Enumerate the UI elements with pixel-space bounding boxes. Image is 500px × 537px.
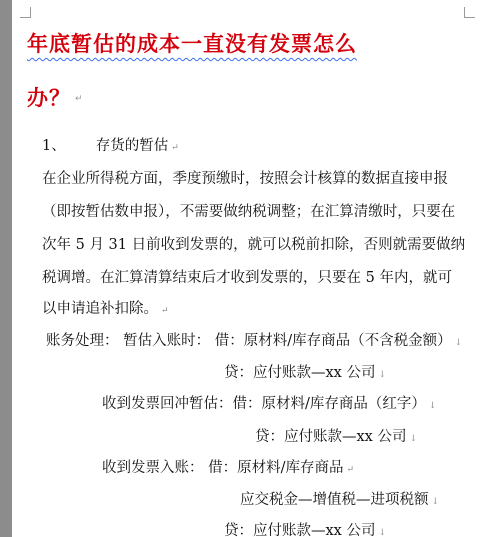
body-line-1: 在企业所得税方面，季度预缴时，按照会计核算的数据直接申报 [42, 171, 448, 187]
line-break-icon: ↓ [409, 434, 418, 444]
document-page [12, 0, 500, 537]
line-break-icon: ↓ [454, 338, 463, 348]
body-line-5: 以申请追补扣除。 ↵ [42, 301, 169, 317]
margin-corner-top-right [464, 7, 475, 18]
line-break-icon: ↓ [428, 401, 437, 411]
heading-text: 存货的暂估 [95, 138, 169, 154]
entry-invoice-debit: 收到发票入账： 借：原材料/库存商品 ↵ [102, 460, 355, 476]
body-line-4: 税调增。在汇算清算结束后才收到发票的，只要在 5 年内，就可 [42, 270, 452, 286]
line-break-icon: ↓ [378, 528, 387, 537]
entry-invoice-credit: 贷：应付账款—xx 公司 ↓ [224, 523, 387, 537]
entry-reverse-debit: 收到发票回冲暂估：借：原材料/库存商品（红字） ↓ [102, 396, 437, 412]
line-break-icon: ↓ [431, 497, 440, 507]
line-break-icon: ↓ [378, 370, 387, 380]
body-line-3: 次年 5 月 31 日前收到发票的，就可以税前扣除，否则就需要做纳 [42, 237, 466, 253]
entry-estimate-debit: 账务处理： 暂估入账时： 借：原材料/库存商品（不含税金额） ↓ [46, 333, 463, 349]
document-title-line-2: 办？ ↵ [27, 86, 84, 110]
document-title-line-1: 年底暂估的成本一直没有发票怎么 [27, 32, 357, 56]
body-line-2: （即按暂估数申报），不需要做纳税调整；在汇算清缴时，只要在 [42, 204, 456, 220]
entry-invoice-tax: 应交税金—增值税—进项税额 ↓ [240, 492, 440, 508]
entry-reverse-credit: 贷：应付账款—xx 公司 ↓ [255, 429, 418, 445]
entry-estimate-credit: 贷：应付账款—xx 公司 ↓ [224, 365, 387, 381]
section-heading [42, 134, 179, 155]
paragraph-mark-icon: ↵ [171, 143, 179, 153]
paragraph-mark-icon: ↵ [346, 465, 355, 475]
paragraph-mark-icon: ↵ [75, 94, 84, 104]
margin-corner-top-left [20, 7, 31, 18]
paragraph-mark-icon: ↵ [161, 306, 169, 316]
heading-number: 1、 [42, 138, 66, 154]
